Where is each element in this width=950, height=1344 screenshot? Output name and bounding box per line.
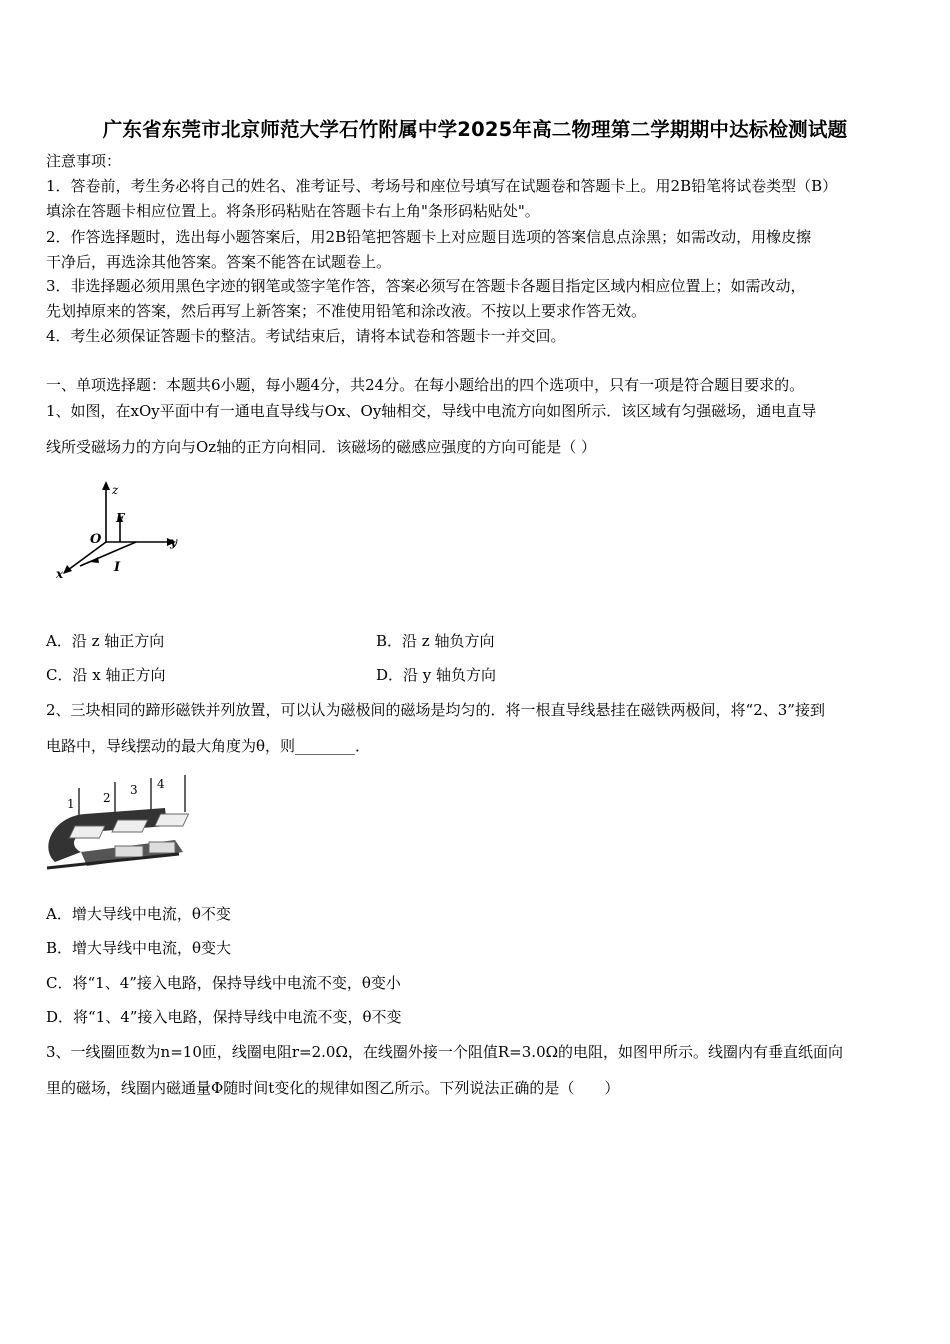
page-title: 广东省东莞市北京师范大学石竹附属中学2025年高二物理第二学期期中达标检测试题 [102,118,848,141]
q2-option-a: A．增大导线中电流，θ不变 [46,905,231,923]
notice-line: 4．考生必须保证答题卡的整洁。考试结束后，请将本试卷和答题卡一并交回。 [46,327,566,345]
notice-line: 3．非选择题必须用黑色字迹的钢笔或签字笔作答，答案必须写在答题卡各题目指定区域内相应位置上；如需改动， [46,277,806,295]
q2-magnets-figure [45,770,190,876]
terminal-label: 4 [157,777,165,791]
axis-label-x: x [56,567,64,581]
current-label: I [114,560,121,575]
q1-axes-figure [50,478,190,586]
section-heading: 一、单项选择题：本题共6小题，每小题4分，共24分。在每小题给出的四个选项中，只有一项是符合题目要求的。 [46,376,805,394]
q3-text: 3、一线圈匝数为n=10匝，线圈电阻r=2.0Ω，在线圈外接一个阻值R=3.0Ω的电阻，如图甲所示。线圈内有垂直纸面向 [46,1043,844,1061]
terminal-label: 1 [67,797,75,811]
notice-heading: 注意事项： [46,152,122,170]
q1-option-c: C．沿 x 轴正方向 [46,666,166,684]
q2-text: 电路中，导线摆动的最大角度为θ，则________． [46,737,371,755]
origin-label: O [90,532,102,547]
q2-text: 2、三块相同的蹄形磁铁并列放置，可以认为磁极间的磁场是均匀的．将一根直导线悬挂在磁铁两极间，将“2、3”接到 [46,701,825,719]
q1-option-b: B．沿 z 轴负方向 [376,632,495,650]
q3-text: 里的磁场，线圈内磁通量Φ随时间t变化的规律如图乙所示。下列说法正确的是（ ） [46,1079,620,1097]
q1-text: 1、如图，在xOy平面中有一通电直导线与Ox、Oy轴相交，导线中电流方向如图所示．该区域有匀强磁场，通电直导 [46,402,817,420]
terminal-label: 3 [130,783,138,797]
axis-label-y: y [170,535,177,549]
q2-option-d: D．将“1、4”接入电路，保持导线中电流不变，θ不变 [46,1008,402,1026]
q2-option-b: B．增大导线中电流，θ变大 [46,939,232,957]
notice-line: 先划掉原来的答案，然后再写上新答案；不准使用铅笔和涂改液。不按以上要求作答无效。 [46,302,647,320]
force-label: F [116,511,125,525]
notice-line: 填涂在答题卡相应位置上。将条形码粘贴在答题卡右上角"条形码粘贴处"。 [46,202,540,220]
terminal-label: 2 [103,791,111,805]
notice-line: 1．答卷前，考生务必将自己的姓名、准考证号、考场号和座位号填写在试题卷和答题卡上。用2B铅笔将试卷类型（B） [46,177,838,195]
q1-text: 线所受磁场力的方向与Oz轴的正方向相同．该磁场的磁感应强度的方向可能是（ ） [46,438,596,456]
q1-option-d: D．沿 y 轴负方向 [376,666,497,684]
axis-label-z: z [112,483,119,497]
notice-line: 干净后，再选涂其他答案。答案不能答在试题卷上。 [46,253,392,271]
q2-option-c: C．将“1、4”接入电路，保持导线中电流不变，θ变小 [46,974,401,992]
notice-line: 2．作答选择题时，选出每小题答案后，用2B铅笔把答题卡上对应题目选项的答案信息点涂黑；如需改动，用橡皮擦 [46,228,812,246]
q1-option-a: A．沿 z 轴正方向 [46,632,165,650]
